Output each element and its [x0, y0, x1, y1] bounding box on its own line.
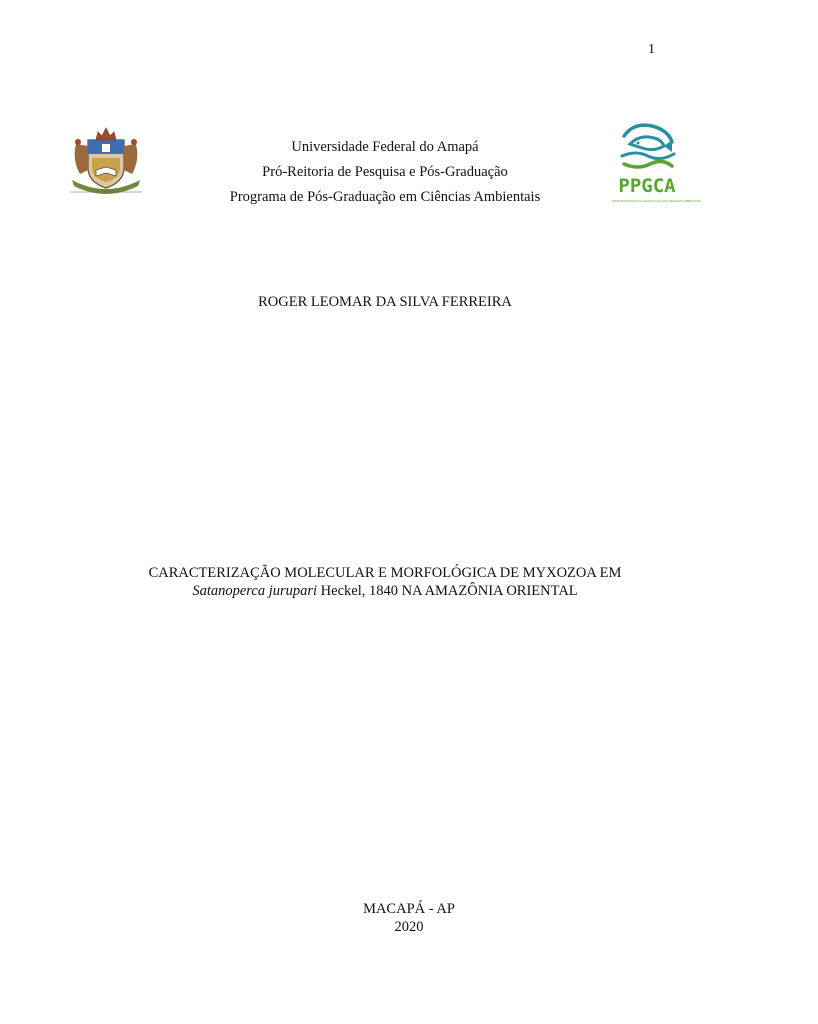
place: MACAPÁ - AP	[363, 901, 455, 917]
thesis-title	[0, 564, 770, 600]
title-line-2-rest: Heckel, 1840 NA AMAZÔNIA ORIENTAL	[317, 583, 578, 599]
title-line-2	[0, 582, 770, 600]
title-line-1: CARACTERIZAÇÃO MOLECULAR E MORFOLÓGICA DE MYXOZOA EM	[148, 565, 622, 581]
place-and-year	[0, 900, 818, 936]
program-name: Programa de Pós-Graduação em Ciências Ambientais	[229, 189, 541, 205]
author-name: ROGER LEOMAR DA SILVA FERREIRA	[258, 294, 512, 310]
ppgca-logo-text: PPGCA	[618, 175, 676, 197]
year: 2020	[394, 919, 424, 935]
species-name: Satanoperca jurupari	[192, 583, 318, 599]
fish-wave-icon	[612, 118, 682, 198]
institution-header	[150, 135, 620, 210]
university-name: Universidade Federal do Amapá	[291, 139, 479, 155]
pro-rectorate-name: Pró-Reitoria de Pesquisa e Pós-Graduação	[262, 164, 508, 180]
ppgca-logo	[612, 118, 701, 208]
ppgca-tagline: PROGRAMA DE PÓS-GRADUAÇÃO EM CIÊNCIAS AMBIENTAIS	[612, 199, 701, 203]
page-number: 1	[648, 42, 655, 57]
university-crest-logo	[66, 124, 146, 196]
